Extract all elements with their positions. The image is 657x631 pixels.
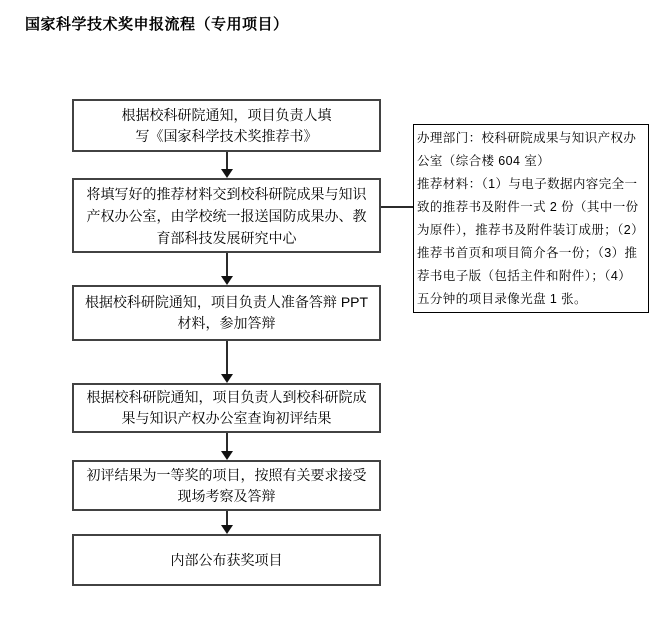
flow-step-2-text: 将填写好的推荐材料交到校科研院成果与知识 bbox=[86, 185, 367, 202]
down-arrow-icon bbox=[220, 253, 233, 285]
arrow-head bbox=[221, 374, 233, 383]
flow-step-1-text: 根据校科研院通知，项目负责人填 bbox=[121, 106, 332, 123]
flow-step-1-text: 写《国家科学技术奖推荐书》 bbox=[135, 127, 318, 144]
flow-step-6 bbox=[72, 534, 381, 586]
note-text: 推荐书首页和项目简介各一份；（3）推 bbox=[417, 246, 638, 260]
arrow-head bbox=[221, 169, 233, 178]
down-arrow-icon bbox=[220, 511, 233, 534]
arrow-shaft bbox=[226, 253, 228, 276]
note-text: 五分钟的项目录像光盘 1 张。 bbox=[417, 292, 587, 306]
down-arrow-icon bbox=[220, 433, 233, 460]
flow-step-1 bbox=[72, 99, 381, 152]
flow-step-3 bbox=[72, 285, 381, 341]
flow-step-2-text: 产权办公室，由学校统一报送国防成果办、教 bbox=[86, 207, 367, 224]
flow-step-5-text: 现场考察及答辩 bbox=[177, 487, 276, 504]
note-text: 公室（综合楼 604 室） bbox=[417, 154, 551, 168]
arrow-shaft bbox=[226, 341, 228, 374]
page-title: 国家科学技术奖申报流程（专用项目） bbox=[25, 16, 289, 33]
flow-step-5-text: 初评结果为一等奖的项目，按照有关要求接受 bbox=[86, 466, 367, 483]
down-arrow-icon bbox=[220, 152, 233, 178]
down-arrow-icon bbox=[220, 341, 233, 383]
flow-step-4-text: 根据校科研院通知，项目负责人到校科研院成 bbox=[86, 389, 367, 405]
arrow-shaft bbox=[226, 511, 228, 525]
flow-step-6-text: 内部公布获奖项目 bbox=[170, 551, 283, 568]
note-text: 推荐材料：（1）与电子数据内容完全一 bbox=[417, 177, 638, 191]
arrow-shaft bbox=[226, 433, 228, 451]
note-text: 办理部门：校科研院成果与知识产权办 bbox=[417, 131, 637, 145]
note-connector-line bbox=[381, 206, 413, 208]
arrow-head bbox=[221, 276, 233, 285]
flow-step-5 bbox=[72, 460, 381, 511]
arrow-shaft bbox=[226, 152, 228, 169]
flow-step-3-text: 根据校科研院通知，项目负责人准备答辩 PPT bbox=[84, 294, 369, 310]
flow-step-3-text: 材料，参加答辩 bbox=[177, 315, 276, 331]
arrow-head bbox=[221, 525, 233, 534]
note-text: 致的推荐书及附件一式 2 份（其中一份 bbox=[417, 200, 639, 214]
note-text: 为原件），推荐书及附件装订成册；（2） bbox=[417, 223, 645, 237]
note-box bbox=[413, 124, 649, 313]
note-text: 荐书电子版（包括主件和附件）；（4） bbox=[417, 269, 632, 283]
flow-step-2-text: 育部科技发展研究中心 bbox=[156, 229, 297, 246]
flow-step-4-text: 果与知识产权办公室查询初评结果 bbox=[121, 410, 332, 426]
flow-step-4 bbox=[72, 383, 381, 433]
flow-step-2 bbox=[72, 178, 381, 253]
arrow-head bbox=[221, 451, 233, 460]
